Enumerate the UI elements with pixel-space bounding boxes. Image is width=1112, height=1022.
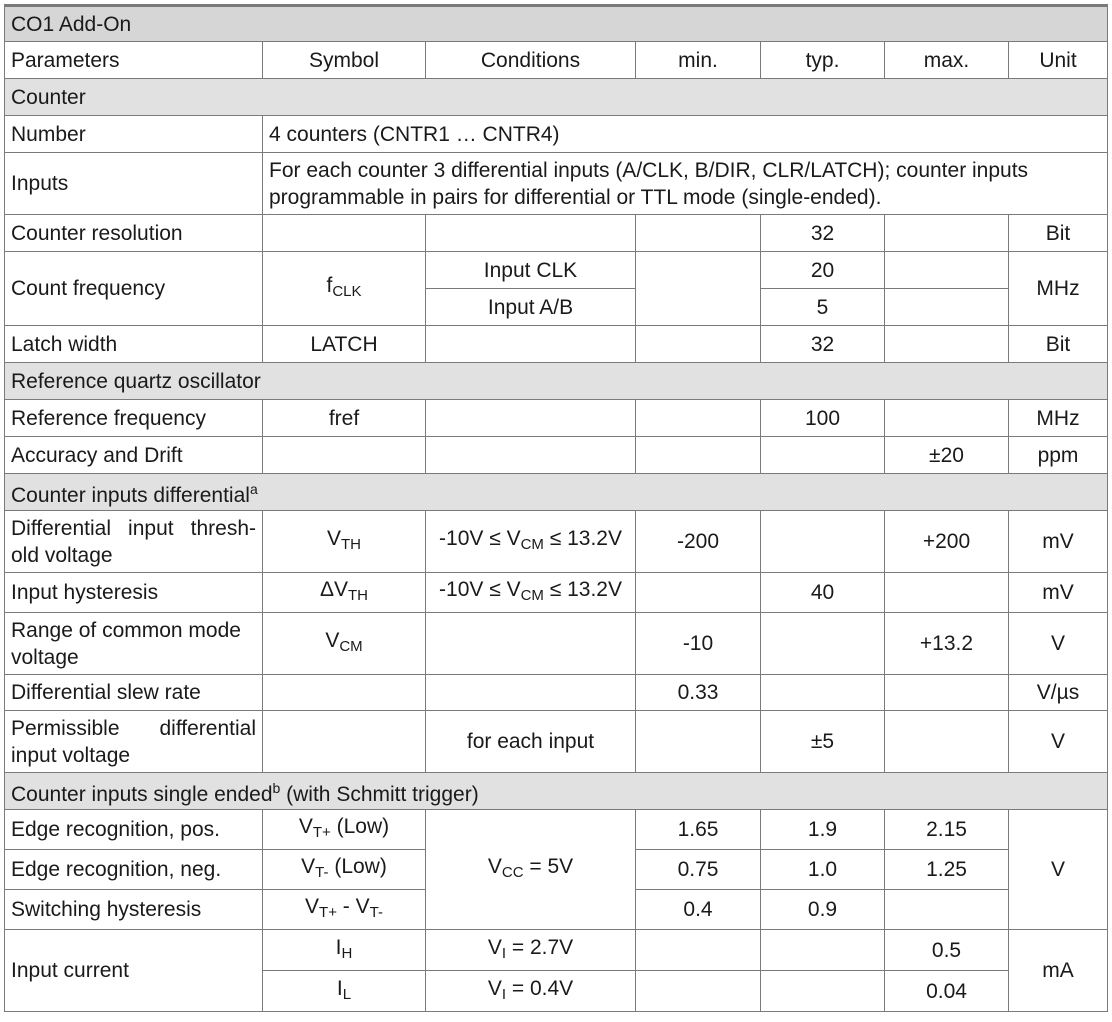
section-row [5, 474, 1108, 511]
param-count-frequency: Count frequency [5, 252, 263, 326]
table-row [5, 326, 1108, 363]
unit-common-mode-range: V [1009, 613, 1108, 675]
symbol-delta-vth: $\Delta V_{TH}$ [263, 573, 426, 613]
header-unit: Unit [1009, 42, 1108, 79]
cond-input-clk: Input CLK [426, 252, 636, 289]
max-edge-neg: 1.25 [885, 850, 1009, 890]
section-oscillator: Reference quartz oscillator [5, 363, 1108, 400]
max-input-current-high: 0.5 [885, 930, 1009, 971]
param-counter-resolution: Counter resolution [5, 215, 263, 252]
header-parameters: Parameters [5, 42, 263, 79]
typ-switching-hysteresis: 0.9 [761, 890, 885, 930]
table-row [5, 711, 1108, 773]
symbol-vt-plus: $V_{T+}$ (Low) [263, 810, 426, 850]
min-differential-threshold: -200 [636, 511, 761, 573]
max-edge-pos: 2.15 [885, 810, 1009, 850]
unit-counter-resolution: Bit [1009, 215, 1108, 252]
header-min: min. [636, 42, 761, 79]
max-accuracy-drift: ±20 [885, 437, 1009, 474]
value-inputs: For each counter 3 differential inputs (A/CLK, B/DIR, CLR/LATCH); counter inputs programmable in pairs for differential or TTL mode (single-ended). [263, 153, 1108, 215]
unit-permissible-differential: V [1009, 711, 1108, 773]
table-title: CO1 Add-On [5, 6, 1108, 42]
param-permissible-differential: Permissible differential input voltage [5, 711, 263, 773]
footnote-marker: a [249, 480, 258, 497]
section-counter: Counter [5, 79, 1108, 116]
symbol-ih: $I_H$ [263, 930, 426, 971]
param-common-mode-range: Range of common mode voltage [5, 613, 263, 675]
section-single-ended: Counter inputs single ended$^b$ (with Schmitt trigger) [5, 773, 1108, 810]
header-typ: typ. [761, 42, 885, 79]
param-edge-neg: Edge recognition, neg. [5, 850, 263, 890]
typ-edge-neg: 1.0 [761, 850, 885, 890]
cond-vi-0-4v: $V_I = 0.4V$ [426, 971, 636, 1012]
symbol-vcm: $V_{CM}$ [263, 613, 426, 675]
min-common-mode-range: -10 [636, 613, 761, 675]
min-differential-slew-rate: 0.33 [636, 675, 761, 711]
param-latch-width: Latch width [5, 326, 263, 363]
cond-for-each-input: for each input [426, 711, 636, 773]
min-edge-neg: 0.75 [636, 850, 761, 890]
section-row [5, 79, 1108, 116]
symbol-vth: $V_{TH}$ [263, 511, 426, 573]
typ-input-clk: 20 [761, 252, 885, 289]
unit-differential-threshold: mV [1009, 511, 1108, 573]
table-row [5, 810, 1108, 850]
unit-accuracy-drift: ppm [1009, 437, 1108, 474]
table-row [5, 153, 1108, 215]
typ-counter-resolution: 32 [761, 215, 885, 252]
section-row [5, 773, 1108, 810]
spec-table-wrapper [4, 4, 1108, 1012]
min-switching-hysteresis: 0.4 [636, 890, 761, 930]
footnote-marker: b [272, 779, 281, 796]
param-switching-hysteresis: Switching hysteresis [5, 890, 263, 930]
min-edge-pos: 1.65 [636, 810, 761, 850]
typ-latch-width: 32 [761, 326, 885, 363]
max-differential-threshold: +200 [885, 511, 1009, 573]
param-reference-frequency: Reference frequency [5, 400, 263, 437]
table-row [5, 437, 1108, 474]
table-row [5, 613, 1108, 675]
table-row [5, 116, 1108, 153]
param-input-hysteresis: Input hysteresis [5, 573, 263, 613]
table-title-row [5, 6, 1108, 42]
cond-vi-2-7v: $V_I = 2.7V$ [426, 930, 636, 971]
table-row [5, 511, 1108, 573]
cond-vcc-5v: $V_{CC} = 5V$ [426, 810, 636, 930]
table-row [5, 930, 1108, 971]
typ-input-hysteresis: 40 [761, 573, 885, 613]
unit-single-ended: V [1009, 810, 1108, 930]
param-inputs: Inputs [5, 153, 263, 215]
cond-input-ab: Input A/B [426, 289, 636, 326]
table-row [5, 252, 1108, 289]
unit-latch-width: Bit [1009, 326, 1108, 363]
symbol-vt-diff: $V_{T+} - V_{T-}$ [263, 890, 426, 930]
param-input-current: Input current [5, 930, 263, 1012]
table-row [5, 675, 1108, 711]
symbol-reference-frequency: fref [263, 400, 426, 437]
typ-permissible-differential: ±5 [761, 711, 885, 773]
unit-count-frequency: MHz [1009, 252, 1108, 326]
typ-reference-frequency: 100 [761, 400, 885, 437]
header-row [5, 42, 1108, 79]
table-row [5, 400, 1108, 437]
param-accuracy-drift: Accuracy and Drift [5, 437, 263, 474]
param-differential-threshold: Differential input thresh-old voltage [5, 511, 263, 573]
header-symbol: Symbol [263, 42, 426, 79]
param-edge-pos: Edge recognition, pos. [5, 810, 263, 850]
table-row [5, 573, 1108, 613]
unit-input-current: mA [1009, 930, 1108, 1012]
cond-common-mode-range: $-10V \le V_{CM} \le 13.2V$ [426, 511, 636, 573]
max-common-mode-range: +13.2 [885, 613, 1009, 675]
unit-input-hysteresis: mV [1009, 573, 1108, 613]
param-differential-slew-rate: Differential slew rate [5, 675, 263, 711]
typ-input-ab: 5 [761, 289, 885, 326]
co1-add-on-spec-table [4, 4, 1108, 1012]
section-differential: Counter inputs differential$^a$ [5, 474, 1108, 511]
unit-reference-frequency: MHz [1009, 400, 1108, 437]
typ-edge-pos: 1.9 [761, 810, 885, 850]
symbol-count-frequency: $f_{CLK}$ [263, 252, 426, 326]
header-max: max. [885, 42, 1009, 79]
table-row [5, 215, 1108, 252]
unit-differential-slew-rate: V/µs [1009, 675, 1108, 711]
value-number: 4 counters (CNTR1 … CNTR4) [263, 116, 1108, 153]
cond-common-mode-range: $-10V \le V_{CM} \le 13.2V$ [426, 573, 636, 613]
param-number: Number [5, 116, 263, 153]
symbol-latch-width: LATCH [263, 326, 426, 363]
max-input-current-low: 0.04 [885, 971, 1009, 1012]
section-row [5, 363, 1108, 400]
symbol-il: $I_L$ [263, 971, 426, 1012]
symbol-vt-minus: $V_{T-}$ (Low) [263, 850, 426, 890]
header-conditions: Conditions [426, 42, 636, 79]
